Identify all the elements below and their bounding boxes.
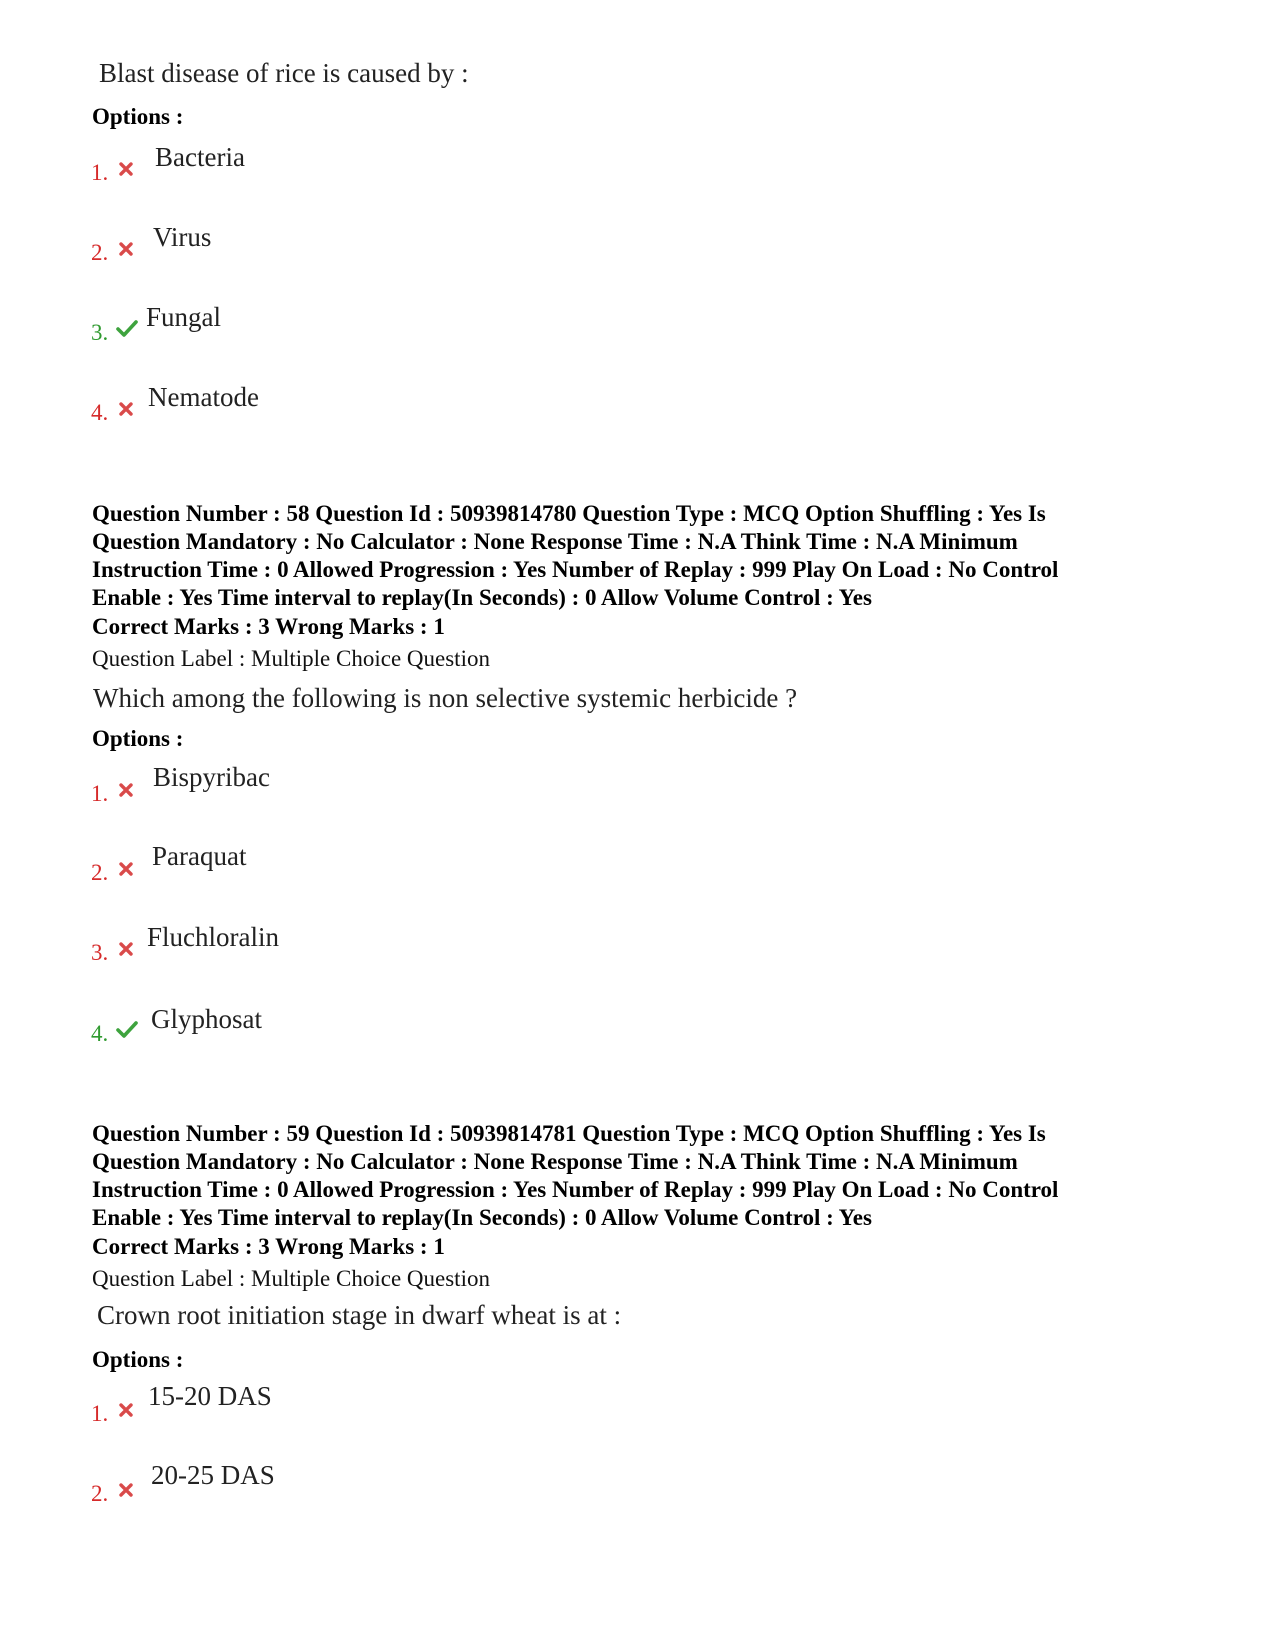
option-text: 15-20 DAS [148,1381,272,1411]
question-meta [92,500,1202,612]
options-label: Options : [92,104,184,129]
meta-line: Instruction Time : 0 Allowed Progression : Yes Number of Replay : 999 Play On Load : No Control [92,557,1059,582]
meta-line: Question Mandatory : No Calculator : None Response Time : N.A Think Time : N.A Minimum [92,1149,1018,1174]
cross-icon [117,1481,135,1499]
option-text: Fungal [146,302,222,332]
cross-icon [117,781,135,799]
option-number: 2. [91,860,109,885]
option-text: Paraquat [152,841,247,871]
cross-icon [117,240,135,258]
question-label: Question Label : Multiple Choice Question [92,1266,490,1291]
option-text: Bispyribac [153,762,270,792]
option-text: 20-25 DAS [151,1460,275,1490]
marks-info: Correct Marks : 3 Wrong Marks : 1 [92,1234,445,1259]
option-number: 1. [91,1401,109,1426]
option-number: 2. [91,240,109,265]
option-text: Nematode [148,382,259,412]
question-text: Blast disease of rice is caused by : [99,58,469,88]
option-text: Bacteria [155,142,245,172]
question-text: Which among the following is non selective systemic herbicide ? [93,683,798,713]
option-number: 2. [91,1481,109,1506]
cross-icon [117,400,135,418]
meta-line: Question Number : 58 Question Id : 50939814780 Question Type : MCQ Option Shuffling : Yes Is [92,501,1046,526]
question-text: Crown root initiation stage in dwarf wheat is at : [97,1300,622,1330]
option-text: Fluchloralin [147,922,279,952]
check-icon [115,318,139,338]
cross-icon [117,860,135,878]
meta-line: Enable : Yes Time interval to replay(In Seconds) : 0 Allow Volume Control : Yes [92,1205,872,1230]
option-text: Virus [153,222,212,252]
marks-info: Correct Marks : 3 Wrong Marks : 1 [92,614,445,639]
option-text: Glyphosat [151,1004,262,1034]
meta-line: Question Mandatory : No Calculator : None Response Time : N.A Think Time : N.A Minimum [92,529,1018,554]
option-number: 4. [91,1021,109,1046]
check-icon [115,1019,139,1039]
meta-line: Instruction Time : 0 Allowed Progression : Yes Number of Replay : 999 Play On Load : No Control [92,1177,1059,1202]
cross-icon [117,1401,135,1419]
options-label: Options : [92,1347,184,1372]
question-meta [92,1120,1202,1232]
option-number: 1. [91,781,109,806]
meta-line: Enable : Yes Time interval to replay(In Seconds) : 0 Allow Volume Control : Yes [92,585,872,610]
cross-icon [117,940,135,958]
option-number: 3. [91,320,109,345]
options-label: Options : [92,726,184,751]
option-number: 3. [91,940,109,965]
option-number: 1. [91,160,109,185]
cross-icon [117,160,135,178]
option-number: 4. [91,400,109,425]
meta-line: Question Number : 59 Question Id : 50939814781 Question Type : MCQ Option Shuffling : Yes Is [92,1121,1046,1146]
question-label: Question Label : Multiple Choice Question [92,646,490,671]
